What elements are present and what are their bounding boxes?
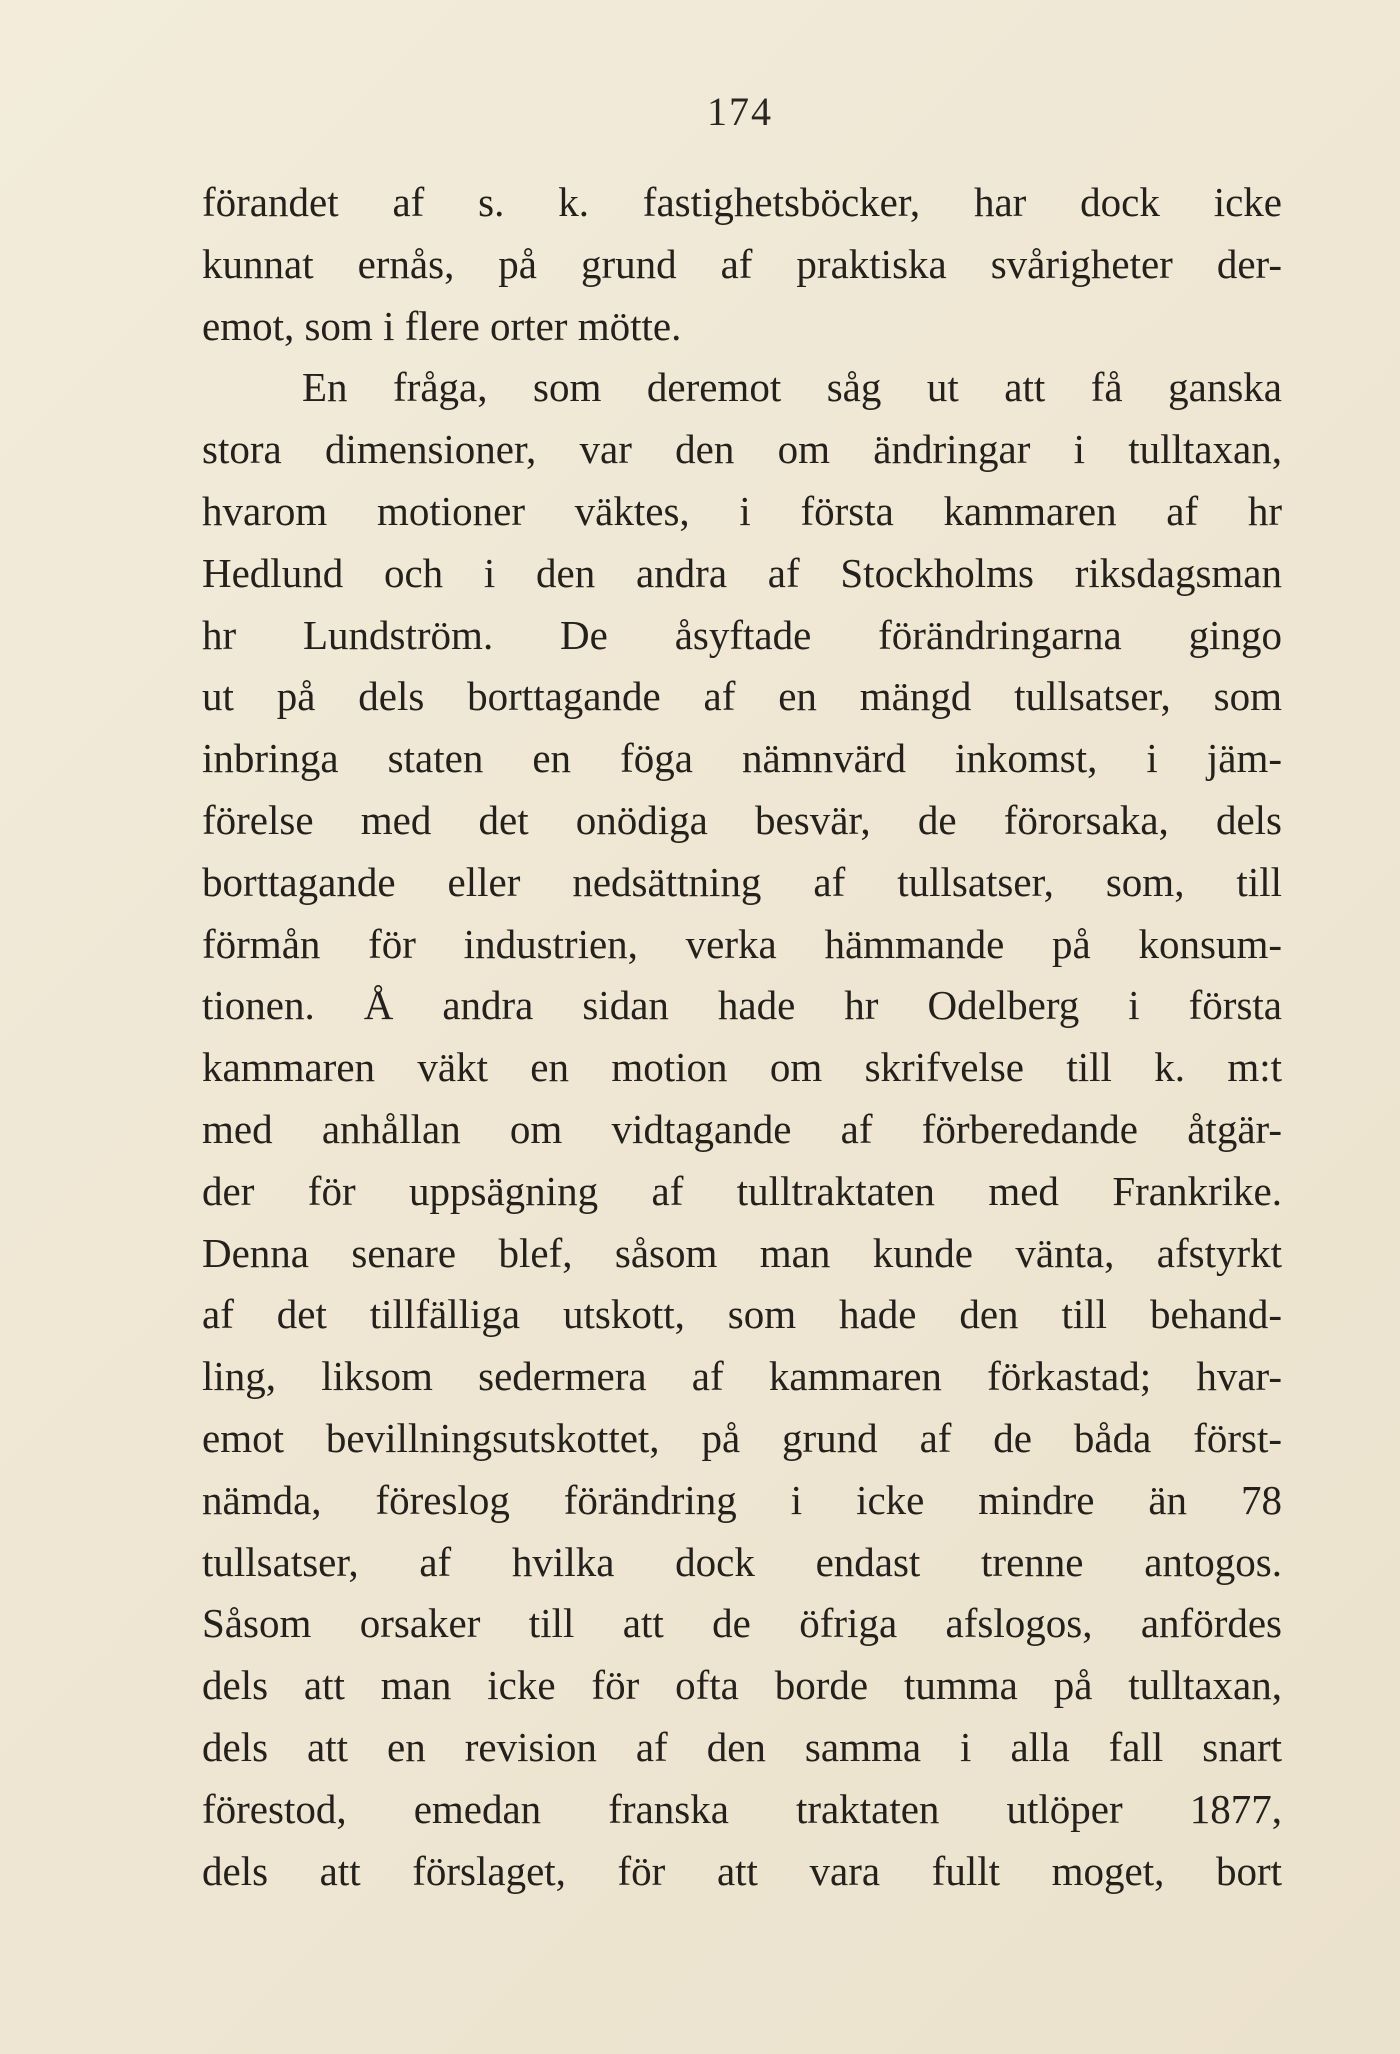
text-line-4: En fråga, som deremot såg ut att få ganska (302, 364, 1282, 411)
text-line-24: Såsom orsaker till att de öfriga afslogos, anfördes (202, 1600, 1282, 1647)
text-line-3: emot, som i flere orter mötte. (202, 302, 682, 349)
text-line-21: emot bevillningsutskottet, på grund af de båda först- (202, 1414, 1282, 1461)
text-line-28: dels att förslaget, för att vara fullt moget, bort (202, 1847, 1282, 1894)
text-line-23: tullsatser, af hvilka dock endast trenne antogos. (202, 1538, 1282, 1585)
page-number: 174 (707, 89, 773, 134)
text-line-16: med anhållan om vidtagande af förberedande åtgär- (202, 1105, 1282, 1152)
text-line-5: stora dimensioner, var den om ändringar i tulltaxan, (202, 426, 1282, 473)
text-line-8: hr Lundström. De åsyftade förändringarna gingo (202, 611, 1282, 658)
text-line-1: förandet af s. k. fastighetsböcker, har dock icke (202, 179, 1282, 225)
text-line-17: der för uppsägning af tulltraktaten med Frankrike. (202, 1167, 1282, 1214)
text-line-15: kammaren väkt en motion om skrifvelse till k. m:t (202, 1044, 1282, 1091)
text-line-14: tionen. Å andra sidan hade hr Odelberg i första (202, 982, 1282, 1029)
text-line-12: borttagande eller nedsättning af tullsatser, som, till (202, 858, 1282, 905)
text-line-2: kunnat ernås, på grund af praktiska svårigheter der- (202, 240, 1282, 287)
text-line-7: Hedlund och i den andra af Stockholms riksdagsman (202, 549, 1282, 596)
text-line-27: förestod, emedan franska traktaten utlöper 1877, (202, 1785, 1282, 1832)
text-line-13: förmån för industrien, verka hämmande på konsum- (202, 920, 1282, 967)
text-line-11: förelse med det onödiga besvär, de förorsaka, dels (202, 796, 1282, 843)
text-line-18: Denna senare blef, såsom man kunde vänta, afstyrkt (202, 1229, 1282, 1276)
text-line-20: ling, liksom sedermera af kammaren förkastad; hvar- (202, 1353, 1282, 1400)
body-text (202, 172, 1282, 1902)
text-line-6: hvarom motioner väktes, i första kammaren af hr (202, 487, 1282, 534)
text-line-25: dels att man icke för ofta borde tumma på tulltaxan, (202, 1662, 1282, 1709)
text-line-22: nämda, föreslog förändring i icke mindre än 78 (202, 1476, 1282, 1523)
text-line-10: inbringa staten en föga nämnvärd inkomst, i jäm- (202, 735, 1282, 782)
text-line-9: ut på dels borttagande af en mängd tullsatser, som (202, 673, 1282, 720)
text-line-26: dels att en revision af den samma i alla fall snart (202, 1723, 1282, 1770)
text-line-19: af det tillfälliga utskott, som hade den till behand- (202, 1291, 1282, 1338)
